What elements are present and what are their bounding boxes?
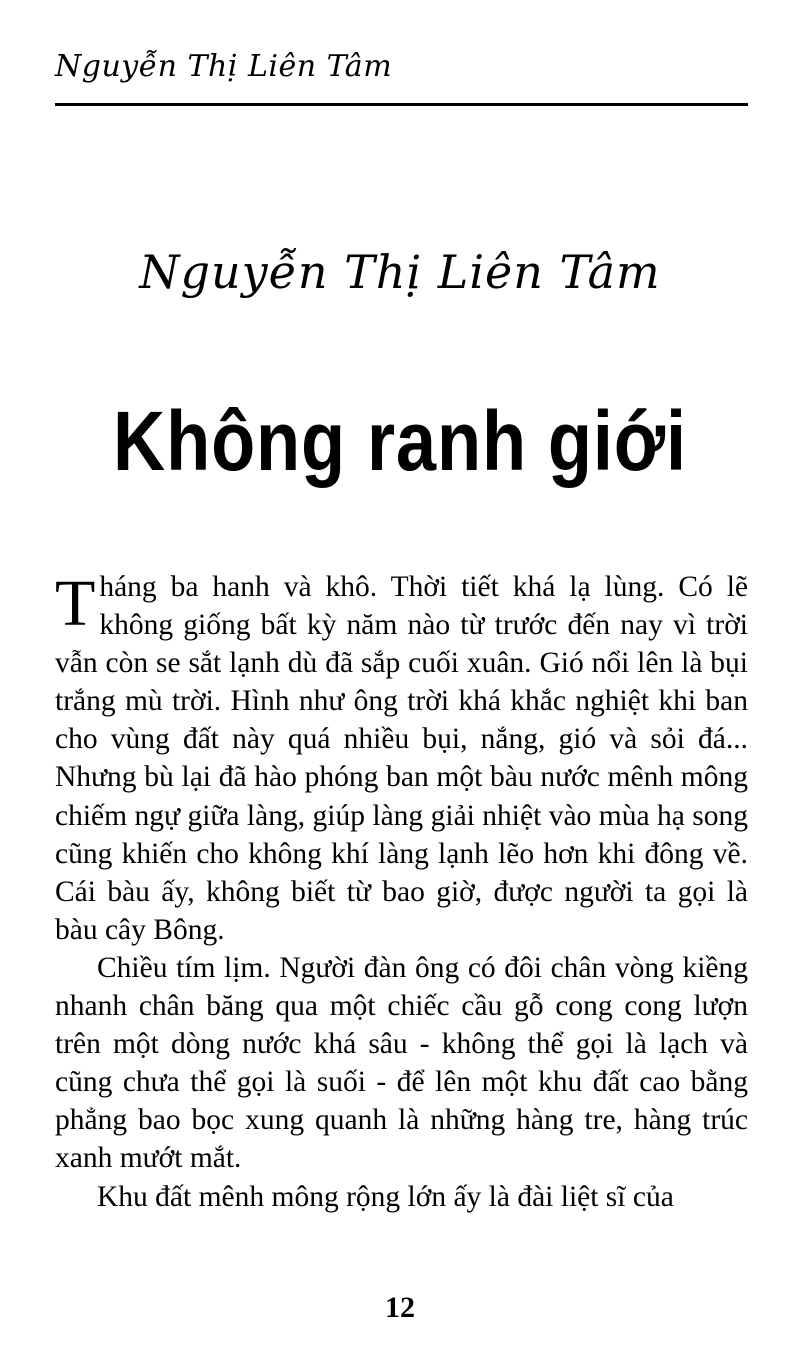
paragraph-1 [55, 568, 748, 949]
chapter-author: Nguyễn Thị Liên Tâm [139, 245, 661, 299]
paragraph-3: Khu đất mênh mông rộng lớn ấy là đài liệt sĩ của [97, 1180, 674, 1213]
drop-cap: T [55, 567, 96, 640]
chapter-body [55, 568, 748, 1216]
running-header-author: Nguyễn Thị Liên Tâm [55, 49, 393, 84]
header-divider [55, 103, 748, 106]
paragraph-2: Chiều tím lịm. Người đàn ông có đôi chân vòng kiềng nhanh chân băng qua một chiếc cầu gỗ cong cong lượn trên một dòng nước khá sâu - không thể gọi là lạch và cũng chưa thể gọi là suối - để lên một khu đất cao bằng phẳng bao bọc xung quanh là những hàng tre, hàng trúc xanh mướt mắt. [55, 951, 748, 1175]
paragraph-1-text: háng ba hanh và khô. Thời tiết khá lạ lùng. Có lẽ không giống bất kỳ năm nào từ trước đến nay vì trời vẫn còn se sắt lạnh dù đã sắp cuối xuân. Gió nổi lên là bụi trắng mù trời. Hình như ông trời khá khắc nghiệt khi ban cho vùng đất này quá nhiều bụi, nắng, gió và sỏi đá... Nhưng bù lại đã hào phóng ban một bàu nước mênh mông chiếm ngự giữa làng, giúp làng giải nhiệt vào mùa hạ song cũng khiến cho không khí làng lạnh lẽo hơn khi đông về. Cái bàu ấy, không biết từ bao giờ, được người ta gọi là bàu cây Bông. [55, 571, 748, 946]
page-number: 12 [385, 1291, 415, 1324]
chapter-title: Không ranh giới [113, 394, 687, 488]
